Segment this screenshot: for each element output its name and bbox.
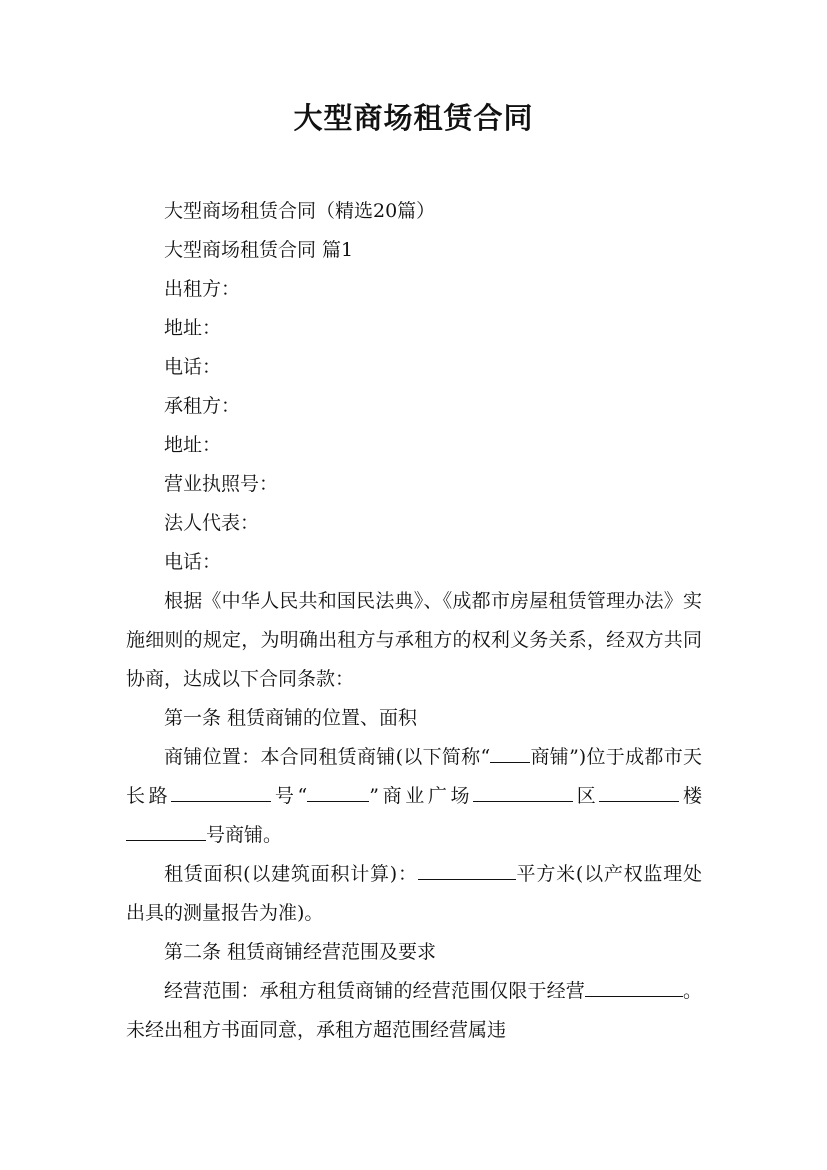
lessor-phone-label: 电话： bbox=[164, 356, 222, 378]
text-run: 号商铺。 bbox=[206, 824, 283, 846]
text-run: 楼 bbox=[679, 785, 702, 807]
text-run: 号“ bbox=[271, 785, 308, 807]
subtitle: 大型商场租赁合同（精选20篇） bbox=[164, 200, 436, 222]
article-2-heading: 第二条 租赁商铺经营范围及要求 bbox=[164, 941, 437, 963]
article-1-heading: 第一条 租赁商铺的位置、面积 bbox=[164, 707, 418, 729]
text-run: 商铺”)位于成都市天长路 bbox=[126, 746, 702, 807]
text-run: 租赁面积(以建筑面积计算)： bbox=[164, 863, 418, 885]
blank-line bbox=[126, 820, 206, 841]
lessor-label: 出租方： bbox=[164, 278, 241, 300]
blank-line bbox=[418, 859, 516, 880]
document-title: 大型商场租赁合同 bbox=[293, 101, 534, 135]
text-run: 。未经出租方书面同意，承租方超范围经营属违 bbox=[126, 980, 702, 1041]
preamble-paragraph: 根据《中华人民共和国民法典》、《成都市房屋租赁管理办法》实施细则的规定，为明确出租方与承租方的权利义务关系，经双方共同协商，达成以下合同条款： bbox=[126, 590, 702, 690]
blank-line bbox=[171, 781, 271, 802]
lessor-address-label: 地址： bbox=[164, 317, 222, 339]
business-license-label: 营业执照号： bbox=[164, 473, 279, 495]
blank-line bbox=[599, 781, 679, 802]
text-run: 经营范围：承租方租赁商铺的经营范围仅限于经营 bbox=[164, 980, 585, 1002]
text-run: ”商业广场 bbox=[369, 785, 474, 807]
blank-line bbox=[585, 976, 683, 997]
text-run: 平方米(以产权监理处出具的测量报告为准)。 bbox=[126, 863, 702, 924]
legal-representative-label: 法人代表： bbox=[164, 512, 260, 534]
lease-area-paragraph bbox=[126, 855, 702, 933]
shop-location-paragraph bbox=[126, 738, 702, 855]
lessee-label: 承租方： bbox=[164, 395, 241, 417]
document-body bbox=[126, 192, 702, 1050]
lessee-address-label: 地址： bbox=[164, 434, 222, 456]
blank-line bbox=[307, 781, 369, 802]
business-scope-paragraph bbox=[126, 972, 702, 1050]
blank-line bbox=[490, 742, 530, 763]
blank-line bbox=[473, 781, 573, 802]
chapter-heading: 大型商场租赁合同 篇1 bbox=[164, 239, 354, 261]
text-run: 区 bbox=[573, 785, 600, 807]
text-run: 商铺位置：本合同租赁商铺(以下简称“ bbox=[164, 746, 491, 768]
lessee-phone-label: 电话： bbox=[164, 551, 222, 573]
